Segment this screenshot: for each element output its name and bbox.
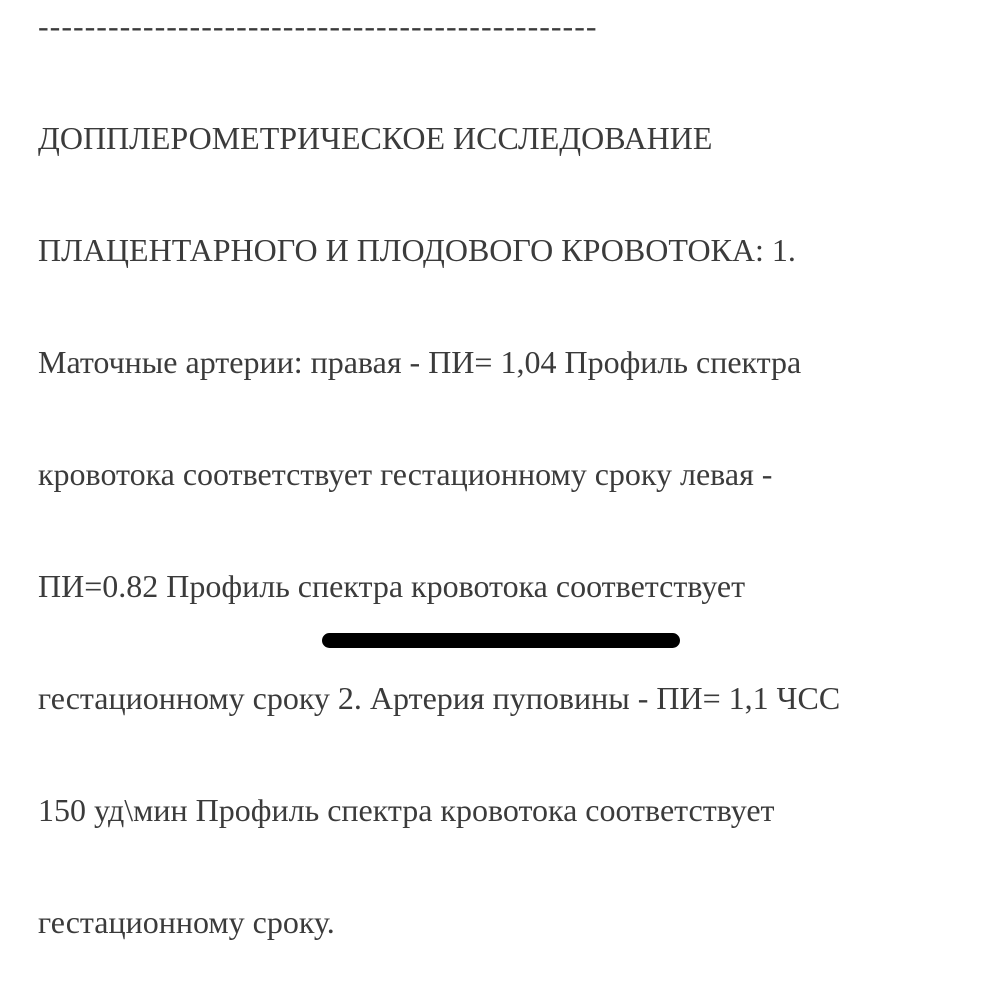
separator-line: ------------------------------------------------ — [38, 8, 598, 44]
report-line: ДОППЛЕРОМЕТРИЧЕСКОЕ ИССЛЕДОВАНИЕ — [38, 120, 713, 156]
doppler-report-text — [38, 54, 968, 1006]
report-line: гестационному сроку 2. Артерия пуповины - ПИ= 1,1 ЧСС — [38, 680, 841, 716]
report-line: гестационному сроку. — [38, 904, 335, 940]
report-content — [38, 0, 968, 1006]
report-line: 150 уд\мин Профиль спектра кровотока соответствует — [38, 792, 775, 828]
report-line: Маточные артерии: правая - ПИ= 1,04 Профиль спектра — [38, 344, 802, 380]
home-indicator[interactable] — [322, 633, 680, 648]
report-line: ПЛАЦЕНТАРНОГО И ПЛОДОВОГО КРОВОТОКА: 1. — [38, 232, 796, 268]
report-line: ПИ=0.82 Профиль спектра кровотока соответствует — [38, 568, 746, 604]
report-line: кровотока соответствует гестационному сроку левая - — [38, 456, 773, 492]
